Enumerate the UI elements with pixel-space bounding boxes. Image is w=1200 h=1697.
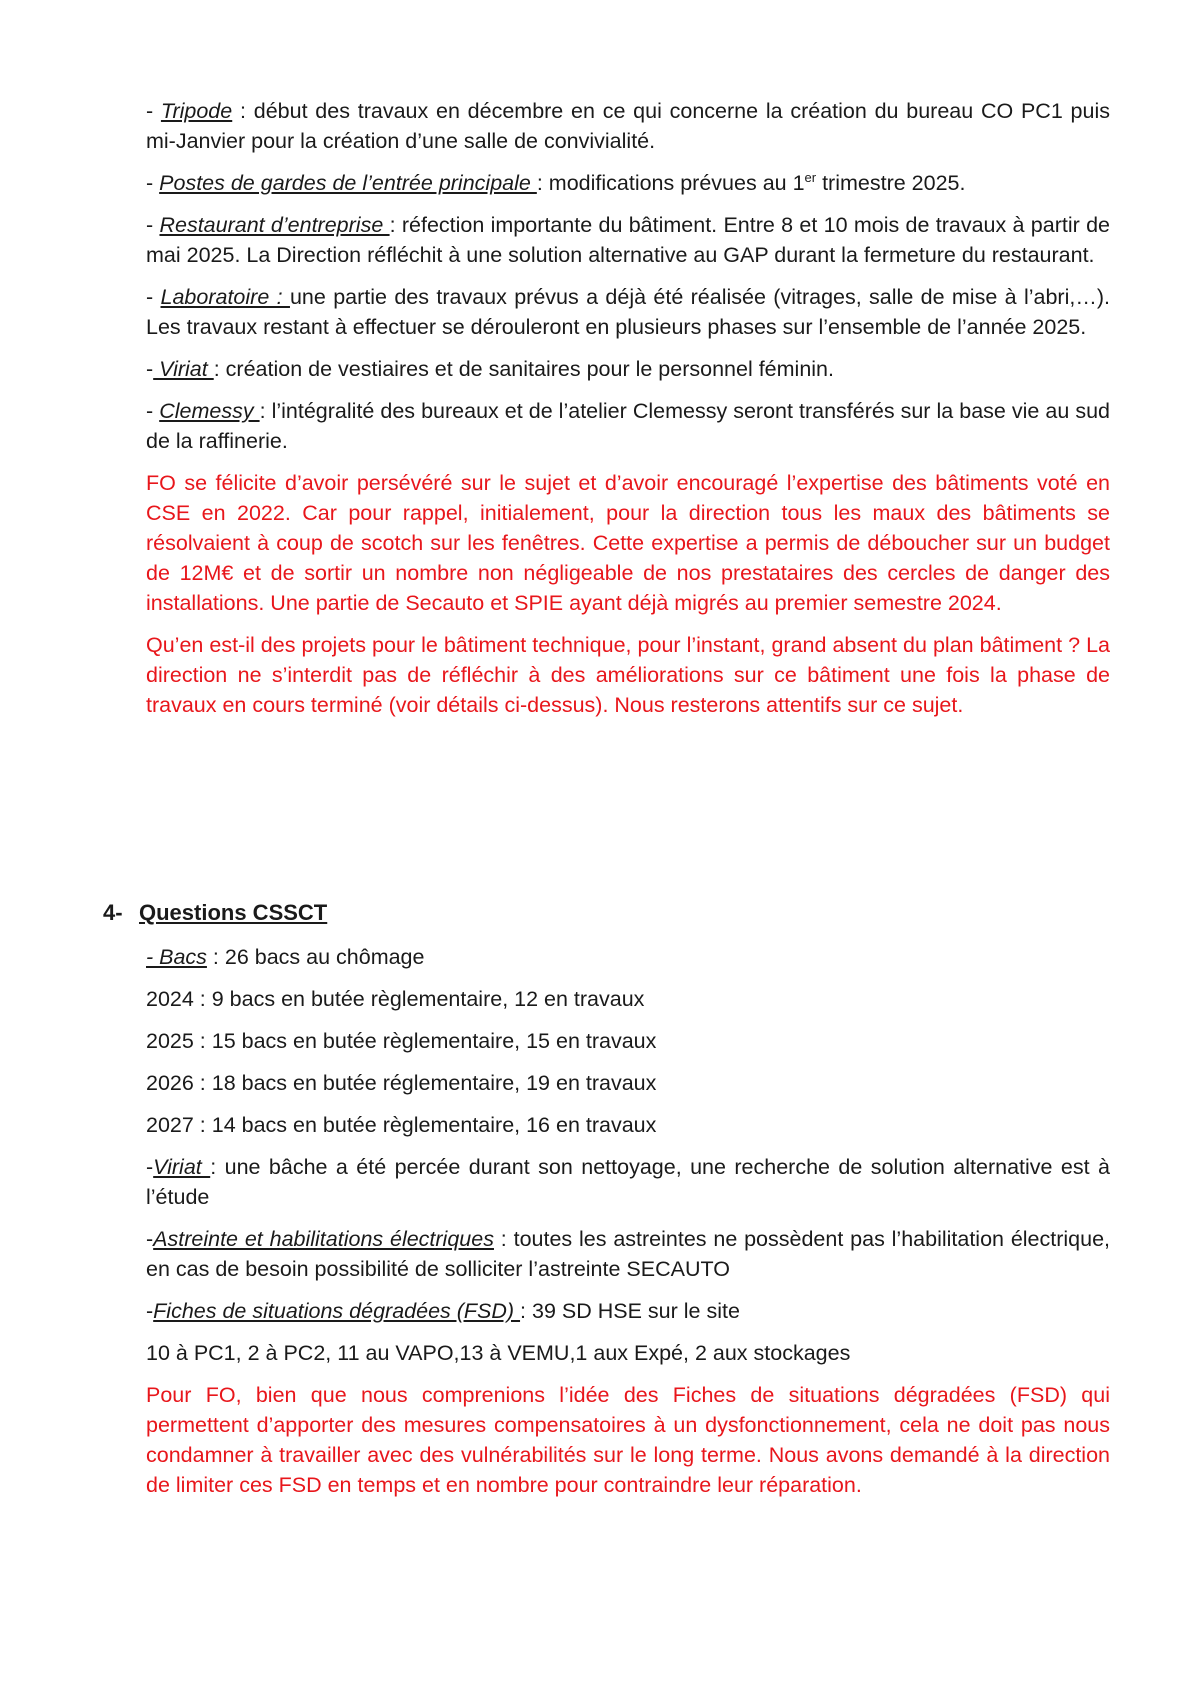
item-separator: : — [536, 171, 549, 195]
bacs-year-line: 2026 : 18 bacs en butée réglementaire, 19 en travaux — [146, 1071, 657, 1095]
item-prefix: - — [146, 357, 154, 381]
viriat-term: Viriat — [153, 357, 214, 381]
bacs-term: - Bacs — [146, 945, 207, 969]
bacs-text: 26 bacs au chômage — [224, 945, 425, 969]
fo-comment-fsd: Pour FO, bien que nous comprenions l’idée des Fiches de situations dégradées (FSD) qui permettent d’apporter des mesures compensatoires à un dysfonctionnement, cela ne doit pas nous condamner à travailler avec des vulnérabilités sur le long terme. Nous avons demandé à la direction de limiter ces FSD en temps et en nombre pour contraindre leur réparation. — [146, 1383, 1110, 1497]
laboratoire-text: une partie des travaux prévus a déjà été réalisée (vitrages, salle de mise à l’abri,…). Les travaux restant à effectuer se dérouleront en plusieurs phases sur l’ensemble de l’année 2025. — [146, 285, 1110, 339]
item-separator: : — [206, 945, 225, 969]
postes-text-end: trimestre 2025. — [816, 171, 966, 195]
item-separator: : — [389, 213, 402, 237]
item-separator: : — [259, 399, 272, 423]
postes-text: modifications prévues au 1 — [548, 171, 805, 195]
restaurant-term: Restaurant d’entreprise — [159, 213, 390, 237]
astreinte-text: toutes les astreintes ne possèdent pas l’habilitation électrique, en cas de besoin possibilité de solliciter l’astreinte SECAUTO — [146, 1227, 1111, 1281]
cssct-viriat-item — [146, 1152, 1110, 1212]
item-prefix: - — [146, 285, 161, 309]
item-separator: : — [520, 1299, 532, 1323]
section-title: Questions CSSCT — [139, 900, 328, 925]
bacs-item — [146, 942, 1110, 972]
item-separator: : — [210, 1155, 225, 1179]
section-heading-cssct — [103, 898, 327, 928]
clemessy-term: Clemessy — [159, 399, 260, 423]
item-prefix: - — [146, 213, 160, 237]
item-separator: : — [232, 99, 254, 123]
item-prefix: - — [146, 1299, 154, 1323]
astreinte-item — [146, 1224, 1110, 1284]
fsd-term: Fiches de situations dégradées (FSD) — [153, 1299, 521, 1323]
viriat-text: création de vestiaires et de sanitaires pour le personnel féminin. — [225, 357, 834, 381]
bacs-year-line: 2024 : 9 bacs en butée règlementaire, 12 en travaux — [146, 987, 645, 1011]
item-prefix: - — [146, 1227, 154, 1251]
restaurant-text: réfection importante du bâtiment. Entre 8 et 10 mois de travaux à partir de mai 2025. La Direction réfléchit à une solution alternative au GAP durant la fermeture du restaurant. — [146, 213, 1110, 267]
restaurant-item — [146, 210, 1110, 270]
projects-section — [146, 96, 1110, 732]
laboratoire-item — [146, 282, 1110, 342]
fo-comment-batiment-technique: Qu’en est-il des projets pour le bâtiment technique, pour l’instant, grand absent du plan bâtiment ? La direction ne s’interdit pas de réfléchir à des améliorations sur ce bâtiment une fois la phase de travaux en cours terminé (voir détails ci-dessus). Nous resterons attentifs sur ce sujet. — [146, 633, 1110, 717]
item-prefix: - — [146, 399, 160, 423]
postes-item — [146, 168, 1110, 198]
viriat-item — [146, 354, 1110, 384]
cssct-viriat-text: une bâche a été percée durant son nettoyage, une recherche de solution alternative est à l’étude — [146, 1155, 1110, 1209]
clemessy-text: l’intégralité des bureaux et de l’atelier Clemessy seront transférés sur la base vie au sud de la raffinerie. — [146, 399, 1110, 453]
fo-comment-expertise: FO se félicite d’avoir persévéré sur le sujet et d’avoir encouragé l’expertise des bâtiments voté en CSE en 2022. Car pour rappel, initialement, pour la direction tous les maux des bâtiments se résolvaient à coup de scotch sur les fenêtres. Cette expertise a permis de déboucher sur un budget de 12M€ et de sortir un nombre non négligeable de nos prestataires des cercles de danger des installations. Une partie de Secauto et SPIE ayant déjà migrés au premier semestre 2024. — [146, 471, 1110, 615]
tripode-item — [146, 96, 1110, 156]
clemessy-item — [146, 396, 1110, 456]
cssct-section — [146, 942, 1110, 1512]
bacs-year-line: 2025 : 15 bacs en butée règlementaire, 15 en travaux — [146, 1029, 657, 1053]
postes-term: Postes de gardes de l’entrée principale — [159, 171, 537, 195]
fsd-detail: 10 à PC1, 2 à PC2, 11 au VAPO,13 à VEMU,1 aux Expé, 2 aux stockages — [146, 1341, 851, 1365]
section-number: 4- — [103, 900, 123, 925]
fsd-item — [146, 1296, 1110, 1326]
cssct-viriat-term: Viriat — [153, 1155, 211, 1179]
item-separator: : — [493, 1227, 514, 1251]
item-separator: : — [213, 357, 226, 381]
postes-superscript: er — [804, 169, 817, 185]
item-prefix: - — [146, 99, 161, 123]
laboratoire-term: Laboratoire : — [160, 285, 290, 309]
tripode-text: début des travaux en décembre en ce qui concerne la création du bureau CO PC1 puis mi-Janvier pour la création d’une salle de convivialité. — [146, 99, 1110, 153]
tripode-term: Tripode — [160, 99, 233, 123]
astreinte-term: Astreinte et habilitations électriques — [153, 1227, 494, 1251]
fsd-text: 39 SD HSE sur le site — [532, 1299, 740, 1323]
item-prefix: - — [146, 171, 160, 195]
bacs-year-line: 2027 : 14 bacs en butée règlementaire, 16 en travaux — [146, 1113, 657, 1137]
item-prefix: - — [146, 1155, 154, 1179]
